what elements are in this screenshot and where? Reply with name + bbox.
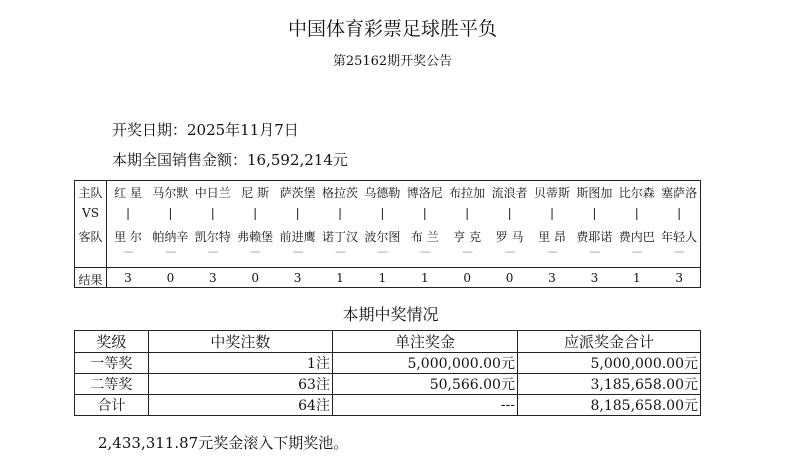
match-column (277, 181, 319, 287)
rollover-note: 2,433,311.87元奖金滚入下期奖池。 (98, 434, 349, 452)
match-result: 3 (548, 271, 556, 285)
header-level: 奖级 (75, 331, 149, 353)
match-result: 1 (378, 271, 387, 285)
match-column (319, 181, 361, 287)
team-away: 凯尔特 (194, 230, 231, 244)
label-result: 结果 (78, 273, 103, 287)
team-away: 布 兰 (410, 230, 439, 244)
row-level: 一等奖 (75, 353, 149, 374)
match-result: 3 (208, 271, 217, 285)
dash-line: ---- (292, 247, 303, 258)
row-count: 63注 (148, 374, 332, 395)
vs-separator: | (210, 206, 215, 220)
draw-date: 开奖日期：2025年11月7日 (112, 121, 299, 139)
match-column (658, 181, 700, 287)
team-away: 费耶诺 (576, 230, 613, 244)
match-column (361, 181, 403, 287)
team-home: 尼 斯 (241, 186, 270, 200)
team-home: 流浪者 (491, 186, 528, 200)
team-away: 诺丁汉 (321, 230, 358, 244)
match-result: 0 (166, 271, 175, 285)
team-away: 里 昂 (538, 230, 566, 244)
dash-line: ---- (165, 247, 176, 258)
grid-label-column (75, 181, 107, 287)
team-home: 红 星 (114, 186, 142, 200)
prize-table-header (75, 331, 701, 353)
dash-line: ---- (589, 247, 600, 258)
row-unit-prize: --- (332, 395, 517, 416)
team-home: 萨茨堡 (279, 186, 316, 200)
row-level: 二等奖 (75, 374, 149, 395)
vs-separator: | (380, 206, 385, 220)
team-away: 波尔图 (364, 230, 401, 244)
vs-separator: | (677, 206, 682, 220)
dash-line: ---- (674, 247, 684, 258)
row-unit-prize: 5,000,000.00元 (332, 353, 517, 374)
dash-line: ---- (547, 247, 557, 258)
match-result: 1 (632, 271, 641, 285)
team-home: 塞萨洛 (661, 186, 698, 200)
match-column (573, 181, 615, 287)
row-total: 8,185,658.00元 (517, 395, 700, 416)
match-column (616, 181, 658, 287)
vs-separator: | (253, 206, 258, 220)
label-vs: VS (82, 206, 99, 220)
match-result: 3 (124, 271, 132, 285)
team-home: 比尔森 (618, 186, 655, 200)
vs-separator: | (465, 206, 470, 220)
vs-separator: | (634, 206, 639, 220)
table-row (75, 374, 701, 395)
team-home: 格拉茨 (321, 186, 358, 200)
match-column (107, 181, 149, 287)
team-home: 马尔默 (152, 186, 189, 200)
team-away: 里 尔 (114, 230, 142, 244)
header-count: 中奖注数 (148, 331, 332, 353)
vs-separator: | (337, 206, 343, 220)
match-result: 3 (293, 271, 302, 285)
match-result: 0 (251, 271, 259, 285)
team-away: 罗 马 (495, 230, 524, 244)
team-home: 中日兰 (194, 186, 231, 200)
dash-line: ---- (208, 247, 218, 258)
row-total: 3,185,658.00元 (517, 374, 700, 395)
issue-subtitle: 第25162期开奖公告 (332, 54, 453, 69)
prize-table (74, 330, 701, 416)
team-away: 年轻人 (661, 230, 698, 244)
match-result: 1 (420, 271, 429, 285)
vs-separator: | (125, 206, 131, 220)
vs-separator: | (168, 206, 173, 220)
row-count: 64注 (148, 395, 332, 416)
sales-amount: 本期全国销售金额：16,592,214元 (112, 151, 348, 169)
team-away: 前进鹰 (279, 230, 316, 244)
row-total: 5,000,000.00元 (517, 353, 700, 374)
team-home: 乌德勒 (364, 186, 401, 200)
match-result: 3 (675, 271, 683, 285)
vs-separator: | (422, 206, 427, 220)
table-row (75, 353, 701, 374)
match-column (404, 181, 446, 287)
vs-separator: | (549, 206, 555, 220)
row-level: 合计 (75, 395, 149, 416)
dash-line: ---- (632, 247, 642, 258)
team-away: 亨 克 (453, 230, 482, 244)
match-grid (74, 180, 701, 288)
row-count: 1注 (148, 353, 332, 374)
match-column (234, 181, 276, 287)
team-home: 斯图加 (576, 186, 613, 200)
label-home: 主队 (78, 186, 103, 200)
match-column (446, 181, 488, 287)
match-column (531, 181, 573, 287)
dash-line: ---- (335, 247, 345, 258)
header-total: 应派奖金合计 (517, 331, 700, 353)
dash-line: ---- (377, 247, 388, 258)
team-home: 博洛尼 (406, 186, 443, 200)
dash-line: ---- (504, 247, 515, 258)
header-unit-prize: 单注奖金 (332, 331, 517, 353)
dash-line: ---- (462, 247, 472, 258)
vs-separator: | (507, 206, 512, 220)
match-result: 1 (336, 271, 344, 285)
match-result: 3 (590, 271, 599, 285)
team-home: 布拉加 (449, 186, 486, 200)
table-row (75, 395, 701, 416)
label-away: 客队 (78, 230, 103, 244)
match-result: 0 (463, 271, 471, 285)
row-unit-prize: 50,566.00元 (332, 374, 517, 395)
page-title: 中国体育彩票足球胜平负 (287, 18, 497, 40)
match-column (192, 181, 234, 287)
dash-line: ---- (123, 247, 133, 258)
team-home: 贝蒂斯 (533, 186, 570, 200)
team-away: 弗赖堡 (237, 230, 274, 244)
dash-line: ---- (250, 247, 260, 258)
prize-section-title: 本期中奖情况 (342, 305, 439, 324)
vs-separator: | (295, 206, 300, 220)
team-away: 费内巴 (618, 230, 655, 244)
team-away: 帕纳辛 (152, 230, 189, 244)
match-column (489, 181, 531, 287)
match-column (149, 181, 191, 287)
vs-separator: | (592, 206, 597, 220)
match-result: 0 (505, 271, 514, 285)
dash-line: ---- (420, 247, 430, 258)
